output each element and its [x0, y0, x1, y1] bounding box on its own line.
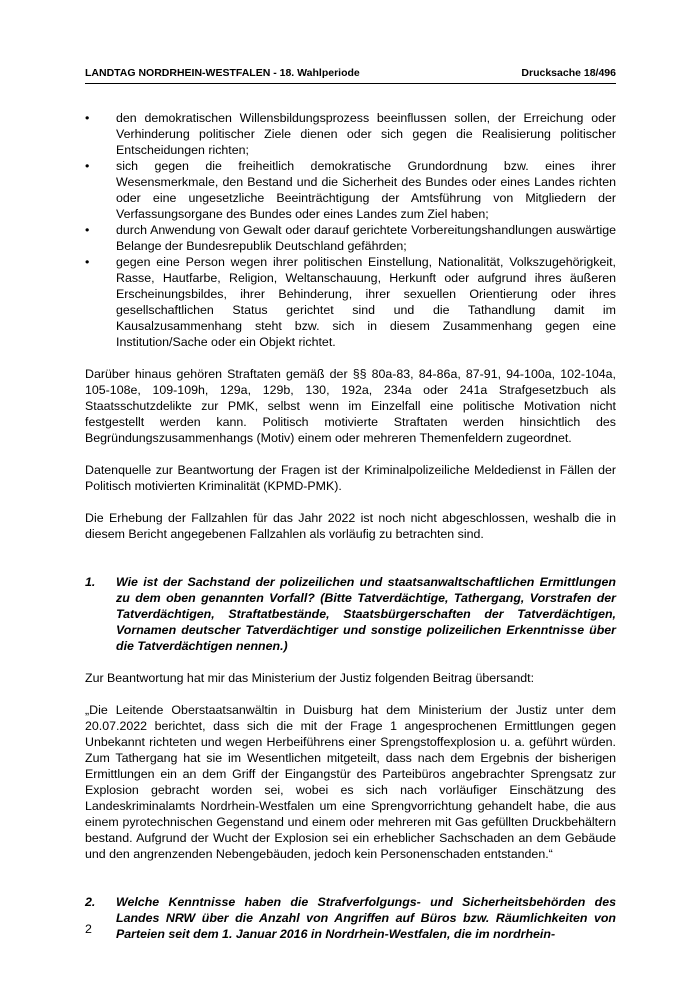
page-header — [85, 66, 616, 84]
question-1-number: 1. — [85, 575, 96, 589]
question-2-text: Welche Kenntnisse haben die Strafverfolgungs- und Sicherheitsbehörden des Landes NRW über die Anzahl von Angriffen auf Büros bzw. Räumlichkeiten von Parteien seit dem 1. Januar 2016 in Nordrhein-Westfalen, die im nordrhein- — [116, 895, 616, 941]
document-body — [85, 110, 616, 942]
bullet-icon: • — [85, 255, 90, 269]
list-item-text: gegen eine Person wegen ihrer politischen Einstellung, Nationalität, Volkszugehörigkeit, Rasse, Hautfarbe, Religion, Weltanschauung, Herkunft oder aufgrund ihres äußeren Erscheinungsbildes, ihrer Behinderung, ihrer sexuellen Orientierung oder ihres gesellschaftlichen Status gerichtet sind und die Tathandlung damit im Kausalzusammenhang steht bzw. sich in diesem Zusammenhang gegen eine Institution/Sache oder ein Objekt richtet. — [116, 255, 616, 349]
question-1-text: Wie ist der Sachstand der polizeilichen und staatsanwaltschaftlichen Ermittlungen zu dem oben genannten Vorfall? (Bitte Tatverdächtige, Tathergang, Vorstrafen der Tatverdächtigen, Straftatbestände, Staatsbürgerschaften der Tatverdächtigen, Vornamen deutscher Tatverdächtiger und sonstige polizeilichen Erkenntnisse über die Tatverdächtigen nennen.) — [116, 575, 616, 653]
list-item — [85, 158, 616, 222]
list-item — [85, 110, 616, 158]
question-1 — [85, 574, 616, 654]
answer-1-quote: „Die Leitende Oberstaatsanwältin in Duisburg hat dem Ministerium der Justiz unter dem 20.07.2022 berichtet, dass sich die mit der Frage 1 angesprochenen Ermittlungen gegen Unbekannt richteten und wegen Herbeiführens einer Sprengstoffexplosion u. a. geführt würden. Zum Tathergang hat sie im Wesentlichen mitgeteilt, dass nach dem Ergebnis der bisherigen Ermittlungen ein an dem Griff der Eingangstür des Parteibüros angebrachter Sprengsatz zur Explosion gebracht worden sei, wobei es sich nach vorläufiger Einschätzung des Landeskriminalamts Nordrhein-Westfalen um eine Sprengvorrichtung gehandelt habe, die aus einem pyrotechnischen Gegenstand und einem oder mehreren mit Gas gefüllten Druckbehältern bestand. Aufgrund der Wucht der Explosion sei ein erheblicher Sachschaden an dem Gebäude und den angrenzenden Nebengebäuden, jedoch kein Personenschaden entstanden.“ — [85, 703, 616, 861]
list-item-text: sich gegen die freiheitlich demokratische Grundordnung bzw. eines ihrer Wesensmerkmale, den Bestand und die Sicherheit des Bundes oder eines Landes richten oder eine ungesetzliche Beeinträchtigung der Amtsführung von Mitgliedern der Verfassungsorgane des Bundes oder eines Landes zum Ziel haben; — [116, 159, 616, 221]
question-2 — [85, 894, 616, 942]
answer-1-intro: Zur Beantwortung hat mir das Ministerium der Justiz folgenden Beitrag übersandt: — [85, 671, 535, 685]
header-document-number: Drucksache 18/496 — [521, 67, 616, 79]
header-parliament-title: LANDTAG NORDRHEIN-WESTFALEN - 18. Wahlperiode — [85, 67, 360, 79]
list-item-text: den demokratischen Willensbildungsprozess beeinflussen sollen, der Erreichung oder Verhinderung politischer Ziele dienen oder sich gegen die Realisierung politischer Entscheidungen richten; — [116, 111, 616, 157]
bullet-icon: • — [85, 111, 90, 125]
question-2-number: 2. — [85, 895, 96, 909]
page-number: 2 — [85, 922, 92, 936]
criteria-list — [85, 110, 616, 350]
bullet-icon: • — [85, 223, 90, 237]
bullet-icon: • — [85, 159, 90, 173]
paragraph-fallzahlen: Die Erhebung der Fallzahlen für das Jahr 2022 ist noch nicht abgeschlossen, weshalb die in diesem Bericht angegebenen Fallzahlen als vorläufig zu betrachten sind. — [85, 511, 616, 541]
list-item — [85, 222, 616, 254]
paragraph-staatsschutzdelikte: Darüber hinaus gehören Straftaten gemäß der §§ 80a-83, 84-86a, 87-91, 94-100a, 102-104a, 105-108e, 109-109h, 129a, 129b, 130, 192a, 234a oder 241a Strafgesetzbuch als Staatsschutzdelikte zur PMK, selbst wenn im Einzelfall eine politische Motivation nicht festgestellt werden kann. Politisch motivierte Straftaten werden hinsichtlich des Begründungszusammenhangs (Motiv) einem oder mehreren Themenfeldern zugeordnet. — [85, 367, 616, 445]
list-item-text: durch Anwendung von Gewalt oder darauf gerichtete Vorbereitungshandlungen auswärtige Belange der Bundesrepublik Deutschland gefährden; — [116, 223, 616, 253]
paragraph-datenquelle: Datenquelle zur Beantwortung der Fragen ist der Kriminalpolizeiliche Meldedienst in Fällen der Politisch motivierten Kriminalität (KPMD-PMK). — [85, 463, 616, 493]
list-item — [85, 254, 616, 350]
